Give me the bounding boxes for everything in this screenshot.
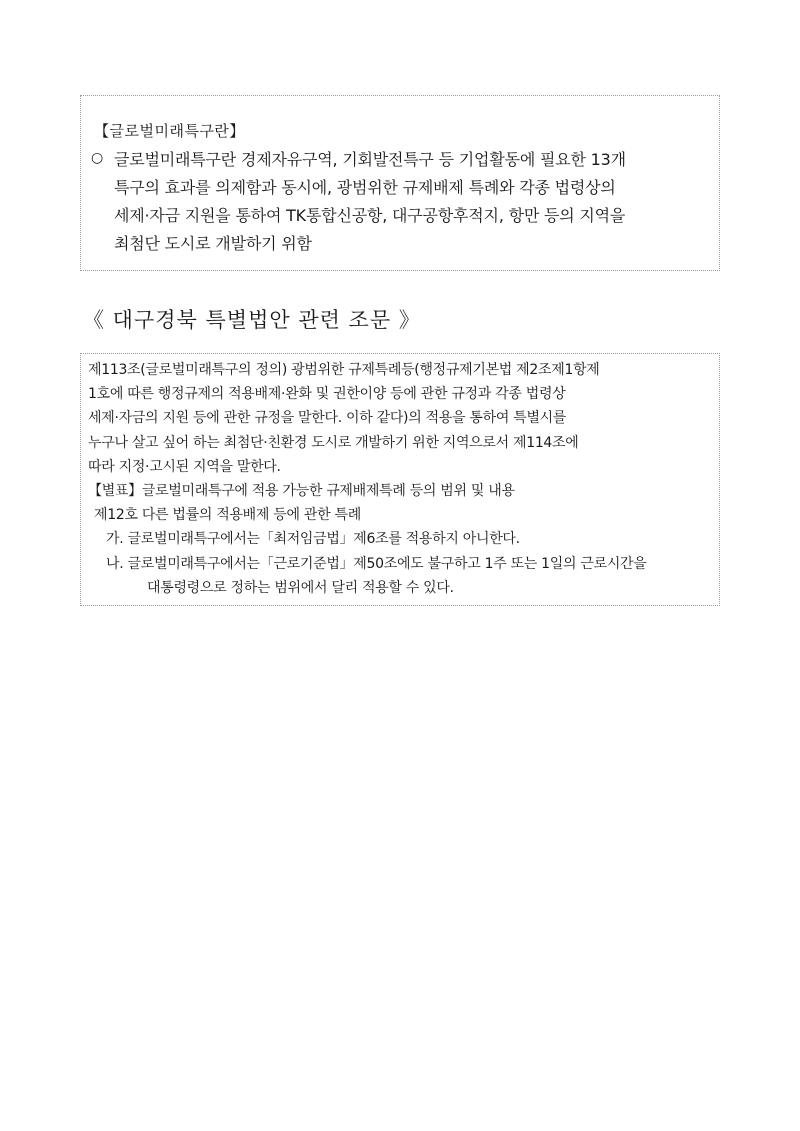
article-line: 제113조(글로벌미래특구의 정의) 광범위한 규제특례등(행정규제기본법 제2조제1항제 [88,362,600,378]
article-line: 세제·자금의 지원 등에 관한 규정을 말한다. 이하 같다)의 적용을 통하여 특별시를 [88,410,567,427]
law-article-text [88,358,716,600]
section-title: 《 대구경북 특별법안 관련 조문 》 [83,308,421,332]
law-article-box [80,353,720,606]
article-line: 누구나 살고 싶어 하는 최첨단·친환경 도시로 개발하기 위한 지역으로서 제114조에 [88,434,579,451]
sub-item-na: 나. 글로벌미래특구에서는「근로기준법」제50조에도 불구하고 1주 또는 1일의 근로시간을 [106,555,647,572]
circle-bullet-icon: ○ [91,150,104,166]
definition-line: 세제·자금 지원을 통하여 TK통합신공항, 대구공항후적지, 항만 등의 지역을 [114,206,626,225]
definition-box [80,95,720,271]
definition-line: 최첨단 도시로 개발하기 위함 [114,234,312,253]
article-line: 1호에 따른 행정규제의 적용배제·완화 및 권한이양 등에 관한 규정과 각종 법령상 [88,386,566,403]
definition-text [114,146,714,258]
article-line: 따라 지정·고시된 지역을 말한다. [88,458,281,475]
definition-title: 【글로벌미래특구란】 [94,122,245,140]
sub-item-na-continued: 대통령령으로 정하는 범위에서 달리 적용할 수 있다. [147,579,454,596]
annex-heading: 【별표】글로벌미래특구에 적용 가능한 규제배제특례 등의 범위 및 내용 [88,483,515,500]
definition-line: 특구의 효과를 의제함과 동시에, 광범위한 규제배제 특례와 각종 법령상의 [114,178,616,197]
item-12-heading: 제12호 다른 법률의 적용배제 등에 관한 특례 [94,507,361,524]
definition-line: 글로벌미래특구란 경제자유구역, 기회발전특구 등 기업활동에 필요한 13개 [114,150,626,169]
sub-item-ga: 가. 글로벌미래특구에서는「최저임금법」제6조를 적용하지 아니한다. [106,531,520,548]
